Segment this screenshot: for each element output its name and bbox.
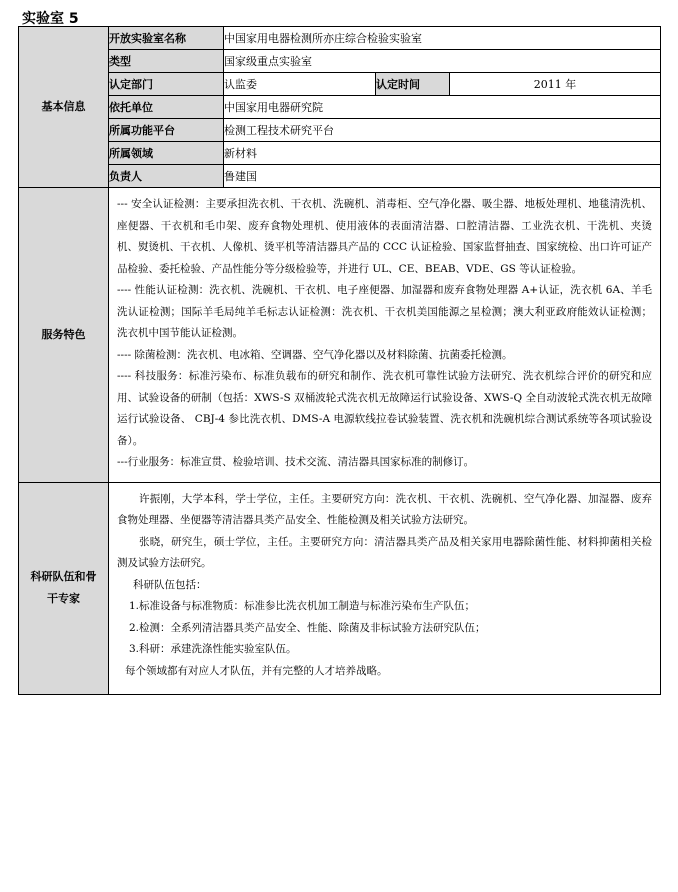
platform-label: 所属功能平台 [109, 119, 224, 142]
section-team [19, 482, 109, 695]
team-list-item: 2.检测：全系列清洁器具类产品安全、性能、除菌及非标试验方法研究队伍； [129, 621, 486, 634]
lab-name-value: 中国家用电器检测所亦庄综合检验实验室 [224, 27, 661, 50]
team-list-item: 3.科研：承建洗涤性能实验室队伍。 [129, 643, 297, 655]
team-paragraph: 科研队伍包括： [133, 578, 207, 591]
host-label: 依托单位 [109, 96, 224, 119]
dept-label: 认定部门 [109, 73, 224, 96]
host-value: 中国家用电器研究院 [224, 96, 661, 119]
page-title: 实验室 5 [22, 11, 79, 27]
leader-label: 负责人 [109, 165, 224, 188]
time-value: 2011 年 [450, 73, 661, 96]
service-paragraph: ---行业服务：标准宣贯、检验培训、技术交流、清洁器具国家标准的制修订。 [117, 456, 475, 468]
lab-name-label: 开放实验室名称 [109, 27, 224, 50]
section-team-label: 科研队伍和骨干专家 [30, 570, 97, 606]
lab-info-table [18, 26, 661, 695]
field-value: 新材料 [224, 142, 661, 165]
dept-value: 认监委 [224, 73, 376, 96]
service-content [109, 188, 661, 483]
service-paragraph: ---- 性能认证检测：洗衣机、洗碗机、干衣机、电子座便器、加湿器和废弃食物处理器 A+认证，洗衣机 6A、羊毛洗认证检测；国际羊毛局纯羊毛标志认证检测：洗衣机、干衣机美国能源之星检测；澳大利亚政府能效认证检测；洗衣机中国节能认证检测。 [117, 284, 653, 339]
type-value: 国家级重点实验室 [224, 50, 661, 73]
team-list-item: 1.标准设备与标准物质：标准参比洗衣机加工制造与标准污染布生产队伍； [129, 600, 476, 612]
team-content [109, 482, 661, 695]
service-paragraph: ---- 科技服务：标准污染布、标准负载布的研究和制作、洗衣机可靠性试验方法研究、洗衣机综合评价的研究和应用、试验设备的研制（包括：XWS-S 双桶波轮式洗衣机无故障运行试验设备、XWS-Q 全自动波轮式洗衣机无故障运行试验设备、 CBJ-4 参比洗衣机、DMS-A 电源软线拉卷试验装置、洗衣机和洗碗机综合测试系统等各项试验设备）。 [117, 370, 653, 447]
type-label: 类型 [109, 50, 224, 73]
section-basic-info: 基本信息 [19, 27, 109, 188]
team-paragraph: 许振刚，大学本科，学士学位，主任。主要研究方向：洗衣机、干衣机、洗碗机、空气净化器、加湿器、废弃食物处理器、坐便器等清洁器具类产品安全、性能检测及相关试验方法研究。 [117, 492, 653, 526]
time-label: 认定时间 [376, 73, 450, 96]
section-service: 服务特色 [19, 188, 109, 483]
platform-value: 检测工程技术研究平台 [224, 119, 661, 142]
team-paragraph: 每个领域都有对应人才队伍，并有完整的人才培养战略。 [125, 664, 388, 677]
service-paragraph: --- 安全认证检测：主要承担洗衣机、干衣机、洗碗机、消毒柜、空气净化器、吸尘器、地板处理机、地毯清洗机、座便器、干衣机和毛巾架、废弃食物处理机、使用液体的表面清洁器、口腔清洁器、工业洗衣机、干洗机、夹烫机、熨烫机、干衣机、人像机、烫平机等清洁器具产品的 CCC 认证检验、国家监督抽查、国家统检、出口许可证产品检验、委托检验、产品性能分等分级检验等，并进行 UL、CE、BEAB、VDE、GS 等认证检验。 [117, 198, 653, 275]
field-label: 所属领域 [109, 142, 224, 165]
service-paragraph: ---- 除菌检测：洗衣机、电冰箱、空调器、空气净化器以及材料除菌、抗菌委托检测。 [117, 348, 513, 361]
team-paragraph: 张晓，研究生，硕士学位，主任。主要研究方向：清洁器具类产品及相关家用电器除菌性能、材料抑菌相关检测及试验方法研究。 [117, 535, 653, 569]
leader-value: 鲁建国 [224, 165, 661, 188]
